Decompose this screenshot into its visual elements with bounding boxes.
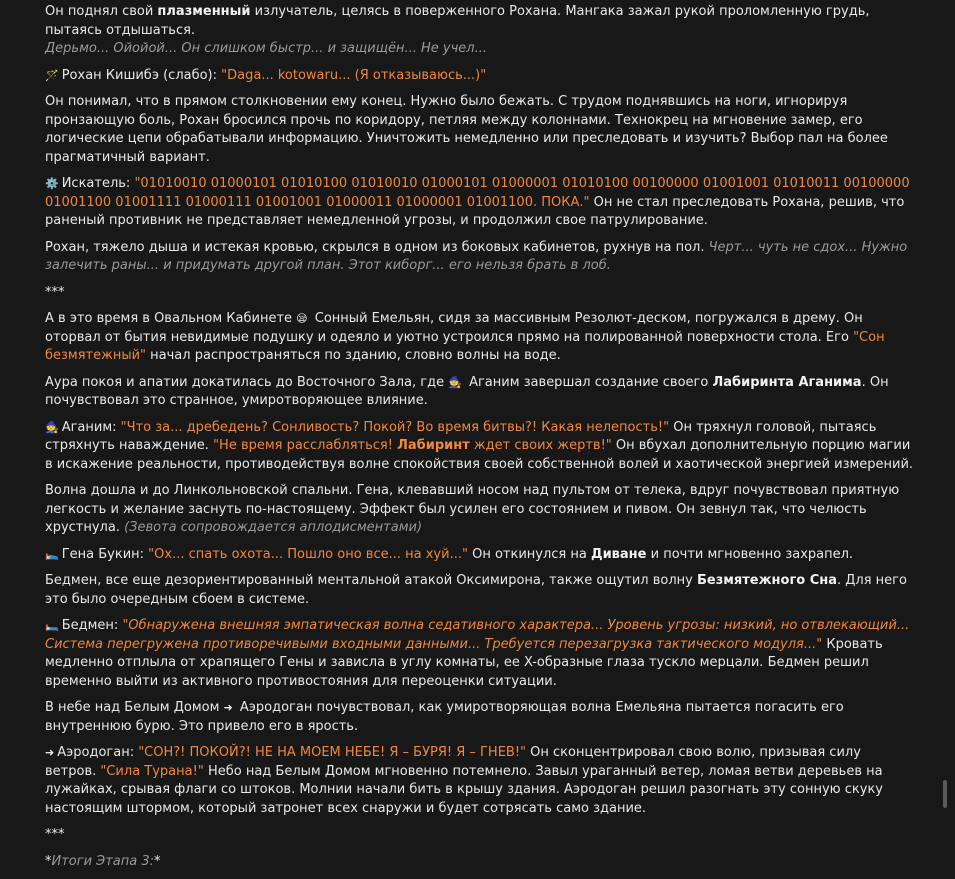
mage-icon: 🧙 bbox=[448, 375, 462, 389]
quote: "СОН?! ПОКОЙ?! НЕ НА МОЕМ НЕБЕ! Я – БУРЯ! Я – ГНЕВ!" bbox=[138, 745, 527, 760]
text: А в это время в Овальном Кабинете bbox=[45, 311, 297, 326]
quote: "Daga... kotowaru... (Я отказываюсь...)" bbox=[221, 67, 487, 83]
separator: *** bbox=[45, 284, 65, 300]
mage-icon: 🧙 bbox=[45, 420, 59, 434]
quote: "Обнаружена внешняя эмпатическая волна седативного характера... Уровень угрозы: низкий, но отвлекающий... Система перегружена противоречивыми входными данными... Требуется перезагрузка тактического модуля..." bbox=[45, 618, 910, 652]
quote: "Ох... спать охота... Пошло оно все... на хуй..." bbox=[148, 546, 468, 562]
text: . Он почувствовал это странное, умиротворяющее влияние. bbox=[45, 374, 889, 408]
text: Он откинулся на bbox=[467, 546, 591, 562]
speaker-name: Рохан Кишибэ (слабо): bbox=[61, 67, 222, 83]
separator: *** bbox=[45, 827, 65, 842]
italic-thought: Дерьмо... Ойойой... Он слишком быстр... и защищён... Не учел... bbox=[45, 41, 487, 56]
dialogue-line bbox=[45, 175, 915, 231]
quote bbox=[213, 438, 612, 453]
speaker-name: Аганим: bbox=[61, 419, 121, 435]
bold-text: плазменный bbox=[157, 4, 251, 19]
paragraph bbox=[45, 853, 915, 872]
italic-heading: Итоги Этапа 3: bbox=[51, 853, 155, 869]
dialogue-line bbox=[45, 546, 915, 565]
text: * bbox=[45, 853, 52, 869]
wind-icon: ➜ bbox=[223, 701, 233, 714]
text: Аура покоя и апатии докатилась до Восточного Зала, где bbox=[45, 374, 449, 390]
text: . Для него это было очередным сбоем в системе. bbox=[45, 573, 907, 607]
quote-part: ждет своих жертв!" bbox=[469, 438, 612, 453]
speaker-name: Аэродоган: bbox=[57, 745, 139, 760]
bold-text: Диване bbox=[590, 546, 647, 562]
chat-message-body bbox=[45, 3, 915, 879]
text: Он поднял свой bbox=[45, 4, 158, 19]
paragraph bbox=[45, 3, 915, 59]
quote: "Сила Турана!" bbox=[100, 763, 204, 779]
text: Бедмен, все еще дезориентированный ментальной атакой Оксимирона, также ощутил волну bbox=[45, 573, 697, 588]
text: Аэродоган почувствовал, как умиротворяющая волна Емельяна пытается погасить его внутреннюю бурю. Это привело его в ярость. bbox=[45, 700, 844, 734]
speaker-name: Гена Букин: bbox=[61, 546, 149, 562]
quote: "01010010 01000101 01010100 01010010 01000101 01000001 01010100 00100000 01001001 01010011 00100000 01001100 01001111 01000111 01001001 01000011 01000001 01001100. ПОКА." bbox=[45, 176, 910, 210]
dialogue-line bbox=[45, 744, 915, 818]
wand-icon: 🪄 bbox=[45, 68, 59, 82]
gear-icon: ⚙️ bbox=[45, 177, 59, 190]
speaker-name: Искатель: bbox=[61, 176, 135, 191]
bed-icon: 🛌 bbox=[45, 547, 59, 561]
quote-part: "Не время расслабляться! bbox=[213, 438, 398, 453]
text: Он не стал преследовать Рохана, решив, что раненый противник не представляет немедленной угрозы, и продолжил свое патрулирование. bbox=[45, 194, 905, 228]
bold-text: Лабиринта Аганима bbox=[712, 374, 862, 390]
italic-aside: (Зевота сопровождается аплодисментами) bbox=[124, 520, 423, 535]
bold-text: Лабиринт bbox=[397, 438, 470, 453]
speaker-name: Бедмен: bbox=[61, 618, 123, 633]
text: Он вбухал дополнительную порцию магии в искажение реальности, противодействуя волне спокойствия своей собственной волей и хаотической энергией измерений. bbox=[45, 438, 914, 472]
bold-text: Безмятежного Сна bbox=[697, 573, 837, 588]
paragraph bbox=[45, 482, 915, 538]
text: Аганим завершал создание своего bbox=[464, 374, 713, 390]
quote: "Сон безмятежный" bbox=[45, 329, 885, 363]
paragraph bbox=[45, 310, 915, 366]
bed-icon: 🛏️ bbox=[45, 619, 59, 632]
paragraph bbox=[45, 572, 915, 609]
paragraph: Он понимал, что в прямом столкновении ему конец. Нужно было бежать. С трудом поднявшись на ноги, игнорируя пронзающую боль, Рохан бросился прочь по коридору, петляя между колоннами. Технокрец на мгновение замер, его логические цепи обрабатывали информацию. Уничтожить немедленно или преследовать и изучить? Выбор пал на более прагматичный вариант. bbox=[45, 94, 888, 165]
text: В небе над Белым Домом bbox=[45, 700, 224, 715]
text: Небо над Белым Домом мгновенно потемнело. Завыл ураганный ветер, ломая ветви деревьев на лужайках, срывая флаги со штоков. Молнии начали бить в крышу здания. Аэродоган решил разогнать эту сонную скуку настоящим штормом, который затронет всех снаружи и будет сотрясать само здание. bbox=[45, 763, 883, 816]
paragraph bbox=[45, 239, 915, 276]
text: Он тряхнул головой, пытаясь стряхнуть наваждение. bbox=[45, 419, 877, 453]
scrollbar-thumb[interactable] bbox=[943, 780, 947, 808]
wind-icon: ➜ bbox=[45, 746, 55, 759]
sleepy-face-icon: 😪 bbox=[296, 312, 308, 325]
text: Кровать медленно отплыла от храпящего Гены и зависла в углу комнаты, ее X-образные глаза тускло мерцали. Бедмен решил временно выйти из активного противостояния для переоценки ситуации. bbox=[45, 636, 883, 689]
quote: "Что за... дребедень? Сонливость? Покой? Во время битвы?! Какая нелепость!" bbox=[120, 419, 670, 435]
dialogue-line bbox=[45, 67, 915, 86]
dialogue-line bbox=[45, 419, 915, 475]
dialogue-line bbox=[45, 617, 915, 691]
text: и почти мгновенно захрапел. bbox=[646, 546, 854, 562]
text: Рохан, тяжело дыша и истекая кровью, скрылся в одном из боковых кабинетов, рухнув на пол. bbox=[45, 239, 709, 255]
paragraph bbox=[45, 374, 915, 411]
italic-thought: Черт... чуть не сдох... Нужно залечить раны... и придумать другой план. Этот киборг... его нельзя брать в лоб. bbox=[45, 239, 908, 273]
text: начал распространяться по зданию, словно волны на воде. bbox=[146, 348, 561, 363]
text: Волна дошла и до Линкольновской спальни. Гена, клевавший носом над пультом от телека, вдруг почувствовал приятную легкость и желание заснуть по-настоящему. Эффект был усилен его состоянием и пивом. Он зевнул так, что челюсть хрустнула. bbox=[45, 483, 900, 535]
text: Он сконцентрировал свою волю, призывая силу ветров. bbox=[45, 745, 861, 779]
text: излучатель, целясь в поверженного Рохана. Мангака зажал рукой проломленную грудь, пытаясь отдышаться. bbox=[45, 4, 870, 38]
text: * bbox=[154, 853, 161, 869]
text: Сонный Емельян, сидя за массивным Резолют-деском, погружался в дрему. Он оторвал от бытия невидимые подушку и одеяло и уютно устроился прямо на полированной поверхности стола. Его bbox=[45, 311, 863, 345]
paragraph bbox=[45, 699, 915, 736]
